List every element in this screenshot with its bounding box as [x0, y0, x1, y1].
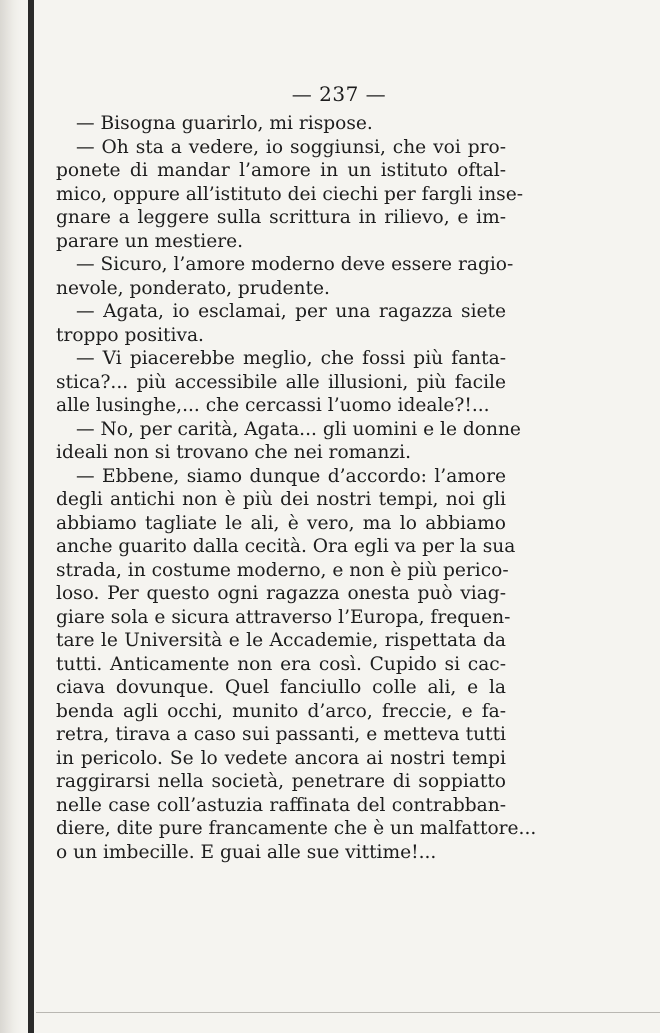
text-line: gnare a leggere sulla scrittura in rilievo, e im- [56, 207, 506, 228]
text-line: — Ebbene, siamo dunque d’accordo: l’amore [76, 465, 506, 487]
body-text [56, 112, 537, 864]
text-line: strada, in costume moderno, e non è più perico- [56, 559, 509, 581]
text-line: nelle case coll’astuzia raffinata del contrabban- [56, 794, 506, 816]
text-line: benda agli occhi, munito d’arco, freccie, e fa- [56, 700, 506, 722]
text-line: tutti. Anticamente non era così. Cupido si cac- [56, 653, 506, 675]
text-line: — Oh sta a vedere, io soggiunsi, che voi pro- [76, 136, 506, 158]
page-bottom-edge [36, 1012, 660, 1013]
text-line: — Agata, io esclamai, per una ragazza siete [76, 301, 506, 322]
text-line: — No, per carità, Agata... gli uomini e le donne [76, 418, 521, 440]
text-line: — Vi piacerebbe meglio, che fossi più fanta- [76, 348, 506, 369]
text-line: — Sicuro, l’amore moderno deve essere ragio- [76, 254, 514, 275]
text-line: in pericolo. Se lo vedete ancora ai nostri tempi [56, 747, 506, 769]
page-binding-edge [28, 0, 34, 1033]
text-line: giare sola e sicura attraverso l’Europa, frequen- [56, 606, 511, 628]
text-line: loso. Per questo ogni ragazza onesta può viag- [56, 583, 506, 604]
text-line: diere, dite pure francamente che è un malfattore... [56, 818, 537, 839]
text-line: abbiamo tagliate le ali, è vero, ma lo abbiamo [56, 512, 506, 534]
text-line: degli antichi non è più dei nostri tempi, noi gli [56, 489, 506, 510]
text-line: parare un mestiere. [56, 230, 244, 252]
text-line: stica?... più accessibile alle illusioni, più facile [56, 371, 506, 393]
text-line: troppo positiva. [56, 324, 204, 346]
text-line: retra, tirava a caso sui passanti, e metteva tutti [56, 724, 506, 745]
text-line: nevole, ponderato, prudente. [56, 277, 330, 299]
text-line: anche guarito dalla cecità. Ora egli va per la sua [56, 536, 516, 557]
text-line: tare le Università e le Accademie, rispettata da [56, 630, 506, 651]
text-line: ideali non si trovano che nei romanzi. [56, 442, 411, 463]
page-number: — 237 — [291, 82, 387, 106]
page-binding-shadow [0, 0, 22, 1033]
text-line: alle lusinghe,... che cercassi l’uomo ideale?!... [56, 395, 490, 416]
text-line: — Bisogna guarirlo, mi rispose. [76, 113, 373, 134]
text-line: mico, oppure all’istituto dei ciechi per fargli inse- [56, 183, 523, 205]
text-line: raggirarsi nella società, penetrare di soppiatto [56, 771, 506, 792]
text-line: ponete di mandar l’amore in un istituto oftal- [56, 160, 506, 181]
text-line: o un imbecille. E guai alle sue vittime!... [56, 841, 437, 863]
text-line: ciava dovunque. Quel fanciullo colle ali, e la [56, 677, 506, 698]
